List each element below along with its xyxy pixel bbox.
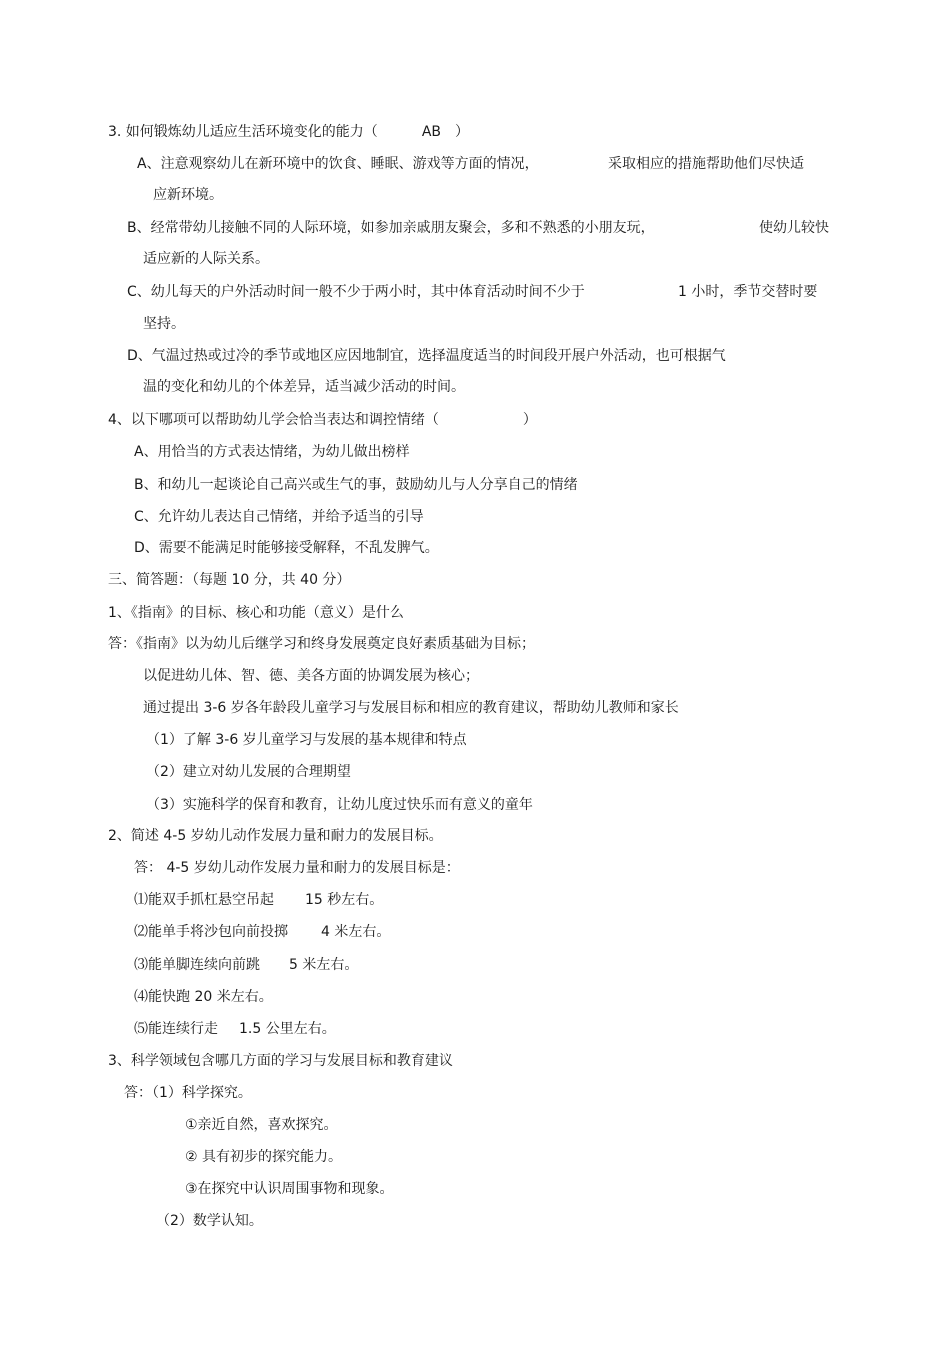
sa2-point-1-text: ⑴能双手抓杠悬空吊起 bbox=[134, 892, 274, 908]
q3-option-d-line2: 温的变化和幼儿的个体差异，适当减少活动的时间。 bbox=[143, 379, 465, 395]
sa3-sub-point-3: ③在探究中认识周围事物和现象。 bbox=[185, 1181, 394, 1197]
q3-question-prefix: 3. 如何锻炼幼儿适应生活环境变化的能力（ bbox=[108, 124, 378, 140]
q4-option-d: D、需要不能满足时能够接受解释，不乱发脾气。 bbox=[134, 540, 439, 556]
sa3-question: 3、科学领域包含哪几方面的学习与发展目标和教育建议 bbox=[108, 1053, 453, 1069]
section-heading: 三、简答题：（每题 10 分，共 40 分） bbox=[108, 572, 351, 588]
q4-question bbox=[108, 411, 537, 429]
sa2-point-2-value: 4 米左右。 bbox=[321, 924, 391, 940]
q3-option-a-text2: 采取相应的措施帮助他们尽快适 bbox=[608, 156, 804, 172]
sa2-point-2-text: ⑵能单手将沙包向前投掷 bbox=[134, 924, 288, 940]
q4-option-a: A、用恰当的方式表达情绪，为幼儿做出榜样 bbox=[134, 444, 410, 460]
sa1-question: 1、《指南》的目标、核心和功能（意义）是什么 bbox=[108, 605, 404, 621]
sa3-answer-line1: 答：（1）科学探究。 bbox=[124, 1085, 252, 1101]
sa3-sub-point-2: ② 具有初步的探究能力。 bbox=[185, 1149, 343, 1165]
q4-question-prefix: 4、以下哪项可以帮助幼儿学会恰当表达和调控情绪（ bbox=[108, 412, 439, 428]
sa1-answer-line1: 答：《指南》以为幼儿后继学习和终身发展奠定良好素质基础为目标； bbox=[108, 636, 535, 652]
sa1-point-2: （2）建立对幼儿发展的合理期望 bbox=[146, 764, 351, 780]
q4-question-suffix: ） bbox=[522, 412, 537, 428]
q3-question bbox=[108, 123, 469, 141]
q3-option-b-line2: 适应新的人际关系。 bbox=[143, 251, 269, 267]
q3-option-a-line2: 应新环境。 bbox=[153, 187, 223, 203]
sa2-point-5-text: ⑸能连续行走 bbox=[134, 1021, 218, 1037]
sa3-sub-point-1: ①亲近自然，喜欢探究。 bbox=[185, 1117, 338, 1133]
q4-option-c: C、允许幼儿表达自己情绪，并给予适当的引导 bbox=[134, 509, 424, 525]
sa2-point-3-text: ⑶能单脚连续向前跳 bbox=[134, 957, 260, 973]
sa1-answer-line2: 以促进幼儿体、智、德、美各方面的协调发展为核心； bbox=[143, 668, 479, 684]
sa2-point-4: ⑷能快跑 20 米左右。 bbox=[134, 989, 273, 1005]
q3-option-d-line1: D、气温过热或过冷的季节或地区应因地制宜，选择温度适当的时间段开展户外活动，也可根据气 bbox=[127, 348, 726, 364]
q3-option-b-text1: B、经常带幼儿接触不同的人际环境，如参加亲戚朋友聚会，多和不熟悉的小朋友玩， bbox=[127, 220, 655, 236]
sa2-point-1-value: 15 秒左右。 bbox=[305, 892, 384, 908]
q3-option-c-text2: 1 小时，季节交替时要 bbox=[678, 284, 818, 300]
q3-question-suffix: ） bbox=[455, 124, 469, 140]
sa2-point-5-value: 1.5 公里左右。 bbox=[239, 1021, 336, 1037]
sa2-point-3-value: 5 米左右。 bbox=[289, 957, 359, 973]
sa1-answer-line3: 通过提出 3-6 岁各年龄段儿童学习与发展目标和相应的教育建议，帮助幼儿教师和家长 bbox=[143, 700, 679, 716]
q3-option-a-text1: A、注意观察幼儿在新环境中的饮食、睡眠、游戏等方面的情况， bbox=[137, 156, 539, 172]
sa2-answer-intro: 答： 4-5 岁幼儿动作发展力量和耐力的发展目标是： bbox=[134, 860, 460, 876]
sa1-point-1: （1）了解 3-6 岁儿童学习与发展的基本规律和特点 bbox=[146, 732, 467, 748]
sa1-point-3: （3）实施科学的保育和教育，让幼儿度过快乐而有意义的童年 bbox=[146, 797, 533, 813]
q3-option-c-line2: 坚持。 bbox=[143, 316, 185, 332]
q3-answer: AB bbox=[421, 124, 441, 140]
sa2-question: 2、简述 4-5 岁幼儿动作发展力量和耐力的发展目标。 bbox=[108, 828, 443, 844]
q3-option-b-text2: 使幼儿较快 bbox=[759, 220, 829, 236]
q4-option-b: B、和幼儿一起谈论自己高兴或生气的事，鼓励幼儿与人分享自己的情绪 bbox=[134, 477, 578, 493]
sa3-answer-line2: （2）数学认知。 bbox=[156, 1213, 263, 1229]
q3-option-c-text1: C、幼儿每天的户外活动时间一般不少于两小时，其中体育活动时间不少于 bbox=[127, 284, 585, 300]
